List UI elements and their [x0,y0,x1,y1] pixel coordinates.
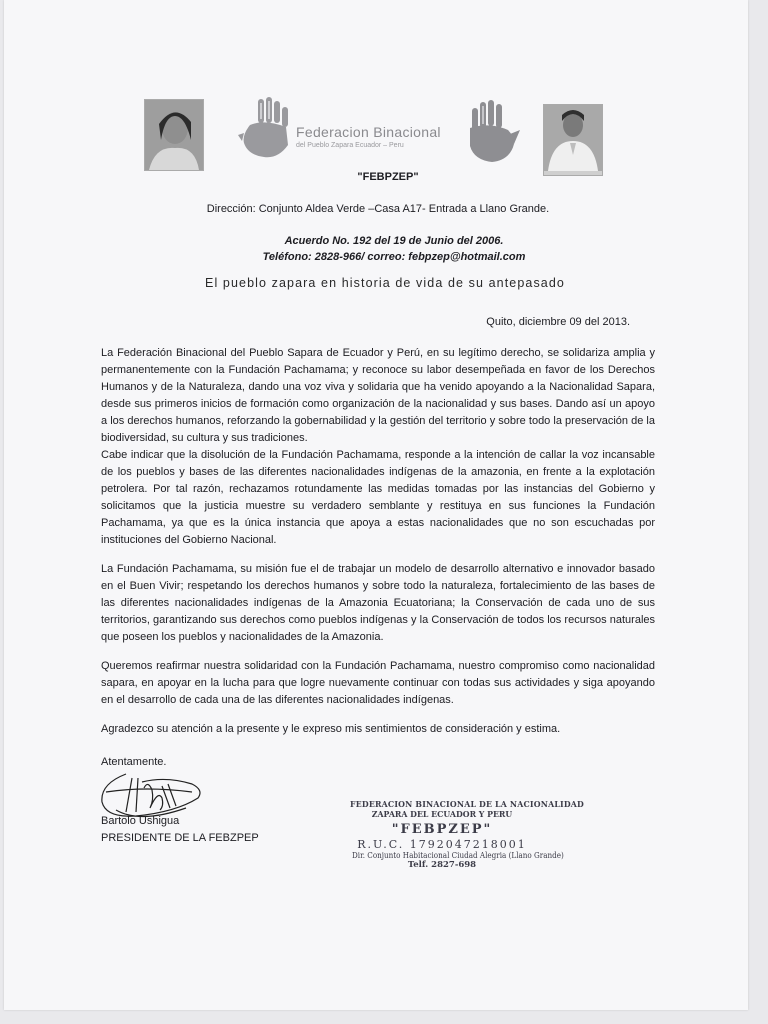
letter-page [4,0,748,1010]
letter-date: Quito, diciembre 09 del 2013. [486,316,630,328]
paragraph: Cabe indicar que la disolución de la Fundación Pachamama, responde a la intención de callar la voz incansable de los pueblos y bases de las diferentes nacionalidades indígenas de la amazonia, en frente a la explotación petrolera. Por tal razón, rechazamos rotundamente las medidas tomadas por las instancias del Gobierno y solicitamos que la justicia muestre su verdadero semblante y restituya en sus funciones la Fundación Pachamama, ya que es la única instancia que apoya a estas nacionalidades que no son escuchadas por instituciones del Gobierno Nacional. [101,449,655,546]
organization-subtitle: del Pueblo Zapara Ecuador – Peru [296,142,404,149]
stamp-line: "FEBPZEP" [391,822,493,837]
portrait-photo-right [543,104,603,176]
letter-body [101,345,655,738]
signer-title: PRESIDENTE DE LA FEBZPEP [101,832,259,844]
organization-address: Dirección: Conjunto Aldea Verde –Casa A17- Entrada a Llano Grande. [206,203,550,215]
stamp-line: Dir. Conjunto Habitacional Ciudad Alegria (Llano Grande) [352,851,564,860]
stamp-line: FEDERACION BINACIONAL DE LA NACIONALIDAD [350,800,585,810]
agreement-line: Acuerdo No. 192 del 19 de Junio del 2006. [284,235,504,247]
official-stamp [342,800,585,870]
closing-salutation: Atentamente. [101,756,167,768]
hand-logo-right-icon [464,100,520,166]
paragraph: La Federación Binacional del Pueblo Sapara de Ecuador y Perú, en su legítimo derecho, se solidariza amplia y permanentemente con la Fundación Pachamama; y reconoce su labor desempeñada en favor de los Derechos Humanos y de la Naturaleza, dando una voz viva y solidaria que ha venido apoyando a la Nacionalidad Sapara, desde sus primeros inicios de formación como organización de la nacionalidad y sus bases. Dando así un apoyo a los derechos humanos, reforzando la gobernabilidad y la gestión del territorio y sobre todo la preservación de la biodiversidad, su cultura y sus tradiciones. [101,347,655,444]
organization-name: Federacion Binacional [296,124,441,140]
signer-block [101,813,259,847]
headline: El pueblo zapara en historia de vida de su antepasado [205,276,565,290]
stamp-line: R.U.C. 1792047218001 [357,838,527,851]
contact-line: Teléfono: 2828-966/ correo: febpzep@hotmail.com [262,251,526,263]
stamp-line: Telf. 2827-698 [407,860,477,870]
organization-acronym: "FEBPZEP" [357,171,419,183]
signer-name: Bartolo Ushigua [101,815,180,827]
portrait-photo-left [144,99,204,171]
hand-logo-left-icon [238,97,294,163]
stamp-line: ZAPARA DEL ECUADOR Y PERU [371,810,513,820]
paragraph: Queremos reafirmar nuestra solidaridad con la Fundación Pachamama, nuestro compromiso como nacionalidad sapara, en apoyar en la lucha para que logre nuevamente continuar con todas sus actividades y siga apoyando en el desarrollo de cada una de las diferentes nacionalidades indígenas. [101,660,655,706]
paragraph: La Fundación Pachamama, su misión fue el de trabajar un modelo de desarrollo alternativo e innovador basado en el Buen Vivir; respetando los derechos humanos y sobre todo la naturaleza, fortalecimiento de las bases de las diferentes nacionalidades indígenas de la Amazonia Ecuatoriana; la Conservación de cada uno de sus territorios, garantizando sus derechos como pueblos indígenas y la Conservación de todos los recursos naturales que poseen los pueblos y nacionalidades de la Amazonia. [101,563,655,643]
paragraph: Agradezco su atención a la presente y le expreso mis sentimientos de consideración y estima. [101,723,561,735]
